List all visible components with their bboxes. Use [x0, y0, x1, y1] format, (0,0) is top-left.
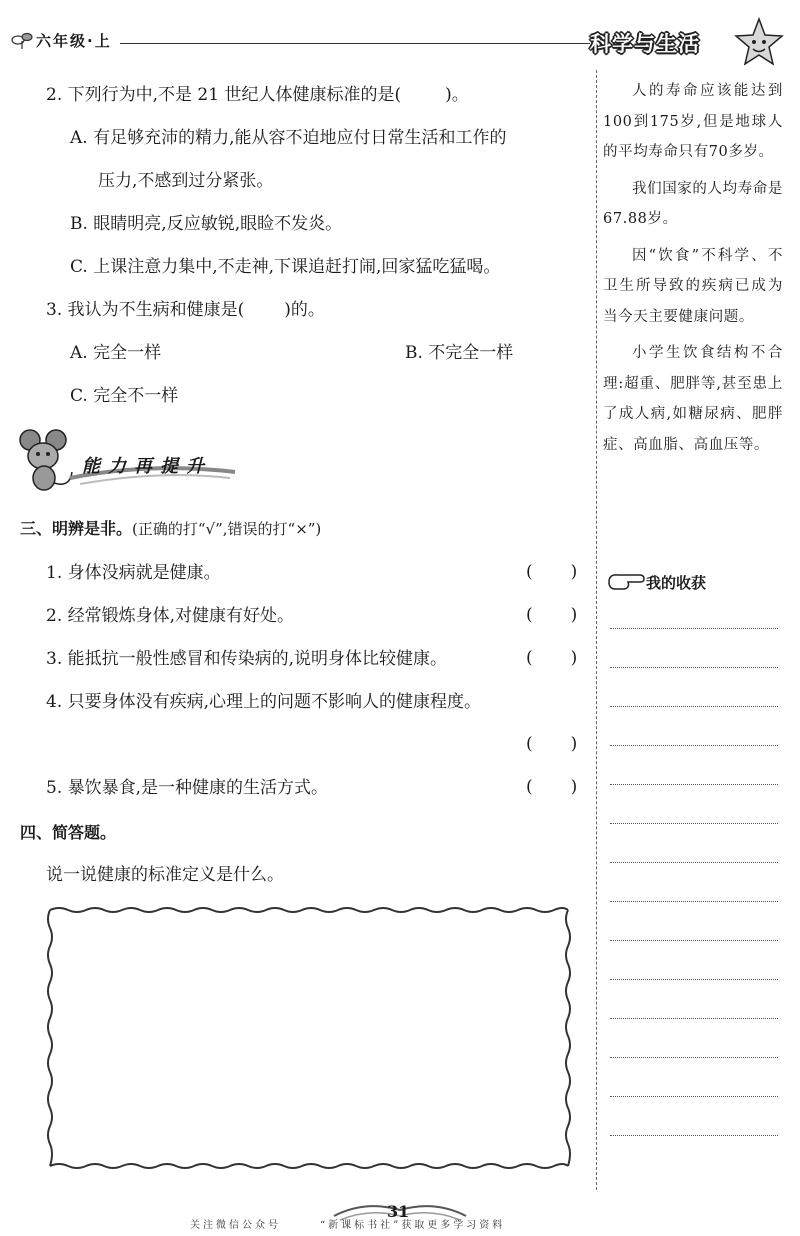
question-3-end: )的。 — [284, 300, 325, 320]
question-3-option-c[interactable]: C. 完全不一样 — [70, 386, 179, 406]
answer-blank-4[interactable]: ( ) — [526, 734, 578, 754]
sidebar-fact-2: 我们国家的人均寿命是67.88岁。 — [603, 180, 783, 227]
answer-blank-2[interactable]: ( ) — [526, 605, 578, 625]
writing-line[interactable] — [610, 784, 778, 785]
writing-line[interactable] — [610, 745, 778, 746]
writing-line[interactable] — [610, 1018, 778, 1019]
brand-title: 科学与生活 — [590, 32, 700, 56]
writing-line[interactable] — [610, 940, 778, 941]
writing-line[interactable] — [610, 823, 778, 824]
question-2-end: )。 — [445, 85, 469, 105]
header-decoration — [10, 28, 34, 54]
answer-blank-1[interactable]: ( ) — [526, 562, 578, 582]
writing-line[interactable] — [610, 1057, 778, 1058]
writing-line[interactable] — [610, 862, 778, 863]
section-4-title: 四、简答题。 — [20, 823, 117, 842]
question-2-stem — [46, 84, 469, 106]
writing-line[interactable] — [610, 901, 778, 902]
question-2-option-a[interactable]: A. 有足够充沛的精力,能从容不迫地应付日常生活和工作的 — [70, 128, 507, 148]
section-3-note: (正确的打“√”,错误的打“×”) — [132, 520, 322, 538]
writing-line[interactable] — [610, 706, 778, 707]
writing-line[interactable] — [610, 1135, 778, 1136]
question-3-option-b[interactable]: B. 不完全一样 — [405, 343, 514, 363]
writing-line[interactable] — [610, 628, 778, 629]
sidebar-facts — [603, 76, 783, 466]
harvest-label: 我的收获 — [646, 574, 707, 592]
writing-line[interactable] — [610, 667, 778, 668]
pointing-hand-icon — [606, 570, 646, 596]
question-3-option-a[interactable]: A. 完全一样 — [70, 343, 162, 363]
writing-line[interactable] — [610, 1096, 778, 1097]
sidebar-fact-3: 因“饮食”不科学、不卫生所导致的疾病已成为当今天主要健康问题。 — [603, 247, 783, 325]
question-3-text: 3. 我认为不生病和健康是( — [46, 300, 245, 320]
sprout-icon — [10, 28, 34, 50]
footer-right-text: “新课标书社”获取更多学习资料 — [320, 1220, 506, 1231]
header-rule — [120, 43, 590, 44]
footer-left-text: 关注微信公众号 — [190, 1220, 281, 1231]
question-2-option-a-cont: 压力,不感到过分紧张。 — [98, 171, 274, 191]
answer-blank-3[interactable]: ( ) — [526, 648, 578, 668]
question-3-stem — [46, 299, 325, 321]
sidebar-fact-4: 小学生饮食结构不合理:超重、肥胖等,甚至患上了成人病,如糖尿病、肥胖症、高血脂、高血压等。 — [603, 345, 783, 453]
answer-box[interactable] — [44, 904, 574, 1176]
sidebar-divider — [596, 70, 597, 1190]
star-mascot-icon — [732, 16, 786, 74]
question-2-option-b[interactable]: B. 眼睛明亮,反应敏锐,眼睑不发炎。 — [70, 214, 343, 234]
section-4-prompt: 说一说健康的标准定义是什么。 — [46, 865, 284, 885]
judge-item-5: 5. 暴饮暴食,是一种健康的生活方式。 — [46, 778, 329, 798]
sidebar-fact-1: 人的寿命应该能达到100到175岁,但是地球人的平均寿命只有70多岁。 — [603, 83, 783, 160]
judge-item-4: 4. 只要身体没有疾病,心理上的问题不影响人的健康程度。 — [46, 692, 482, 712]
judge-item-3: 3. 能抵抗一般性感冒和传染病的,说明身体比较健康。 — [46, 649, 448, 669]
question-2-text: 2. 下列行为中,不是 21 世纪人体健康标准的是( — [46, 85, 402, 105]
answer-blank-5[interactable]: ( ) — [526, 777, 578, 797]
judge-item-2: 2. 经常锻炼身体,对健康有好处。 — [46, 606, 295, 626]
section-3-title: 三、明辨是非。 — [20, 519, 133, 538]
question-2-option-c[interactable]: C. 上课注意力集中,不走神,下课追赶打闹,回家猛吃猛喝。 — [70, 257, 501, 277]
writing-line[interactable] — [610, 979, 778, 980]
judge-item-1: 1. 身体没病就是健康。 — [46, 563, 221, 583]
banner-title: 能力再提升 — [82, 456, 212, 477]
grade-label: 六年级·上 — [36, 32, 112, 50]
section-3-heading — [20, 516, 321, 539]
page-number: 31 — [387, 1202, 410, 1221]
